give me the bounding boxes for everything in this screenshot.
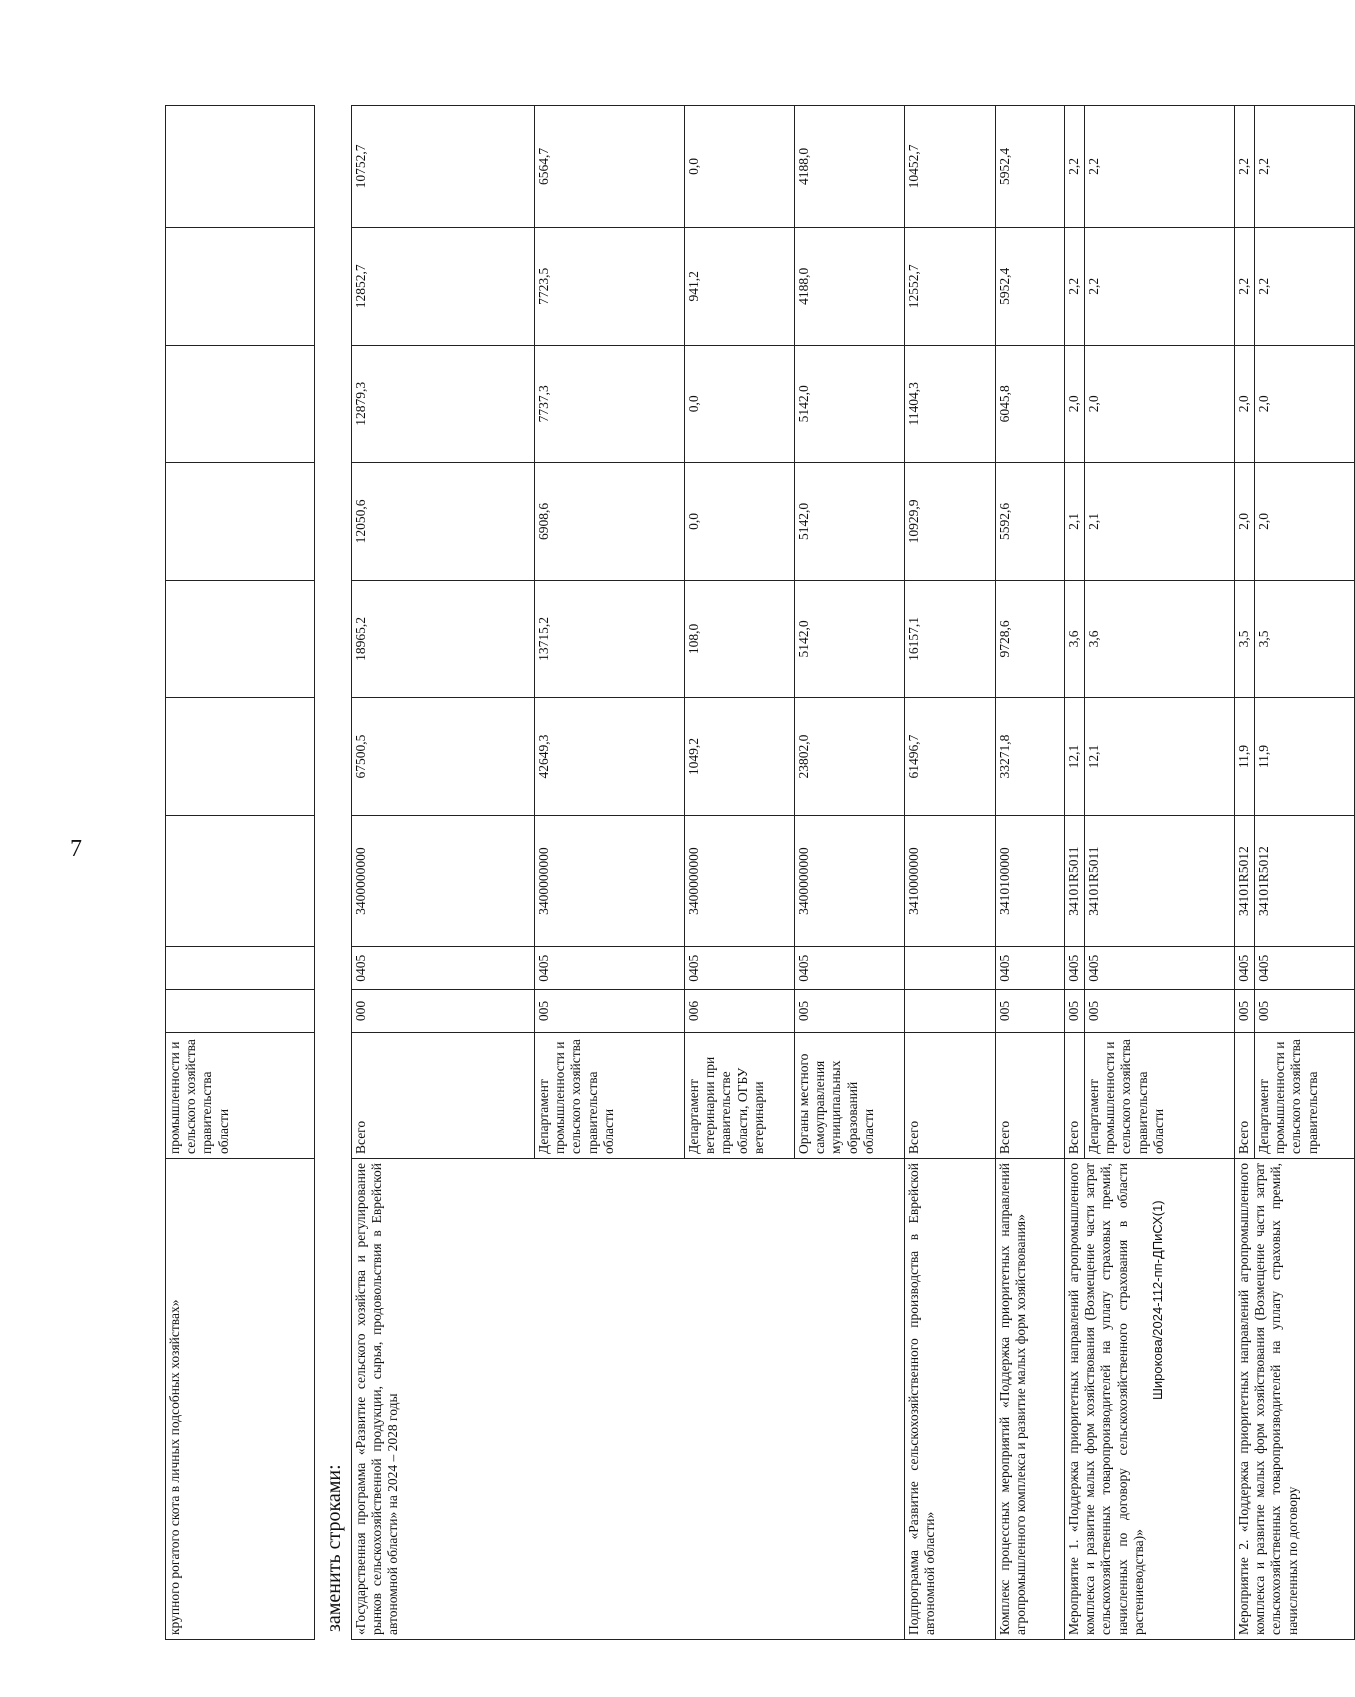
value-2025: 12050,6	[352, 463, 535, 581]
rz-cell: 0405	[352, 947, 535, 990]
value-2025: 10929,9	[905, 463, 996, 581]
empty-cell	[166, 990, 315, 1033]
rz-cell: 0405	[685, 947, 795, 990]
rz-cell: 0405	[795, 947, 905, 990]
table-row	[1235, 106, 1255, 1640]
row-name: Мероприятие 2. «Поддержка приоритетных направлений агропромышленного комплекса и развитие малых форм хозяйствования (Возмещение части затрат сельскохозяйственных товаропроизводителей на уплату страховых премий, начисленных по договору	[1235, 1158, 1355, 1639]
value-2026: 2,0	[1235, 345, 1255, 463]
value-2026: 2,0	[1085, 345, 1235, 463]
value-2027: 4188,0	[795, 227, 905, 345]
value-2024: 9728,6	[996, 580, 1065, 698]
value-2028: 10452,7	[905, 106, 996, 228]
value-2028: 2,2	[1085, 106, 1235, 228]
value-2028: 6564,7	[535, 106, 685, 228]
value-total: 1049,2	[685, 698, 795, 816]
csr-cell: 3410100000	[996, 815, 1065, 946]
grbs-cell: 005	[1255, 990, 1355, 1033]
value-2027: 2,2	[1065, 227, 1085, 345]
empty-cell	[166, 463, 315, 581]
row-executor: Органы местного самоуправления муниципальных образований области	[795, 1032, 905, 1158]
value-2025: 2,1	[1085, 463, 1235, 581]
main-table	[351, 105, 1355, 1640]
value-2024: 18965,2	[352, 580, 535, 698]
row-executor: Всего	[352, 1032, 535, 1158]
empty-cell	[166, 580, 315, 698]
row-name: Подпрограмма «Развитие сельскохозяйственного производства в Еврейской автономной области»	[905, 1158, 996, 1639]
table-row	[352, 106, 535, 1640]
value-2027: 7723,5	[535, 227, 685, 345]
value-2024: 3,5	[1235, 580, 1255, 698]
value-total: 61496,7	[905, 698, 996, 816]
rz-cell: 0405	[1065, 947, 1085, 990]
value-2025: 5592,6	[996, 463, 1065, 581]
grbs-cell: 006	[685, 990, 795, 1033]
value-total: 11,9	[1255, 698, 1355, 816]
value-2026: 5142,0	[795, 345, 905, 463]
empty-cell	[166, 947, 315, 990]
replace-label: заменить строками:	[323, 1464, 345, 1632]
value-2025: 6908,6	[535, 463, 685, 581]
empty-cell	[166, 815, 315, 946]
csr-cell: 34101R5012	[1255, 815, 1355, 946]
rz-cell: 0405	[1085, 947, 1235, 990]
table-row	[1065, 106, 1085, 1640]
value-2028: 2,2	[1255, 106, 1355, 228]
value-2025: 2,0	[1235, 463, 1255, 581]
rz-cell: 0405	[535, 947, 685, 990]
value-2024: 3,5	[1255, 580, 1355, 698]
value-2025: 0,0	[685, 463, 795, 581]
value-2025: 2,0	[1255, 463, 1355, 581]
csr-cell: 3400000000	[795, 815, 905, 946]
value-2027: 12552,7	[905, 227, 996, 345]
value-2027: 941,2	[685, 227, 795, 345]
value-2028: 2,2	[1235, 106, 1255, 228]
value-2026: 12879,3	[352, 345, 535, 463]
value-2028: 2,2	[1065, 106, 1085, 228]
csr-cell: 3400000000	[352, 815, 535, 946]
value-2024: 16157,1	[905, 580, 996, 698]
value-2025: 5142,0	[795, 463, 905, 581]
grbs-cell: 005	[795, 990, 905, 1033]
value-2025: 2,1	[1065, 463, 1085, 581]
row-name: Мероприятие 1. «Поддержка приоритетных направлений агропромышленного комплекса и развитие малых форм хозяйствования (Возмещение части затрат сельскохозяйственных товаропроизводителей на уплату страховых премий, начисленных по договору сельскохозяйственного страхования в области растениеводства)»	[1065, 1158, 1235, 1639]
value-2024: 3,6	[1065, 580, 1085, 698]
grbs-cell: 000	[352, 990, 535, 1033]
row-name: Комплекс процессных мероприятий «Поддержка приоритетных направлений агропромышленного комплекса и развитие малых форм хозяйствования»	[996, 1158, 1065, 1639]
empty-cell	[166, 106, 315, 228]
value-2027: 2,2	[1235, 227, 1255, 345]
value-total: 11,9	[1235, 698, 1255, 816]
row-executor: Всего	[1065, 1032, 1085, 1158]
value-2026: 2,0	[1065, 345, 1085, 463]
page-number: 7	[70, 836, 82, 862]
csr-cell: 3410000000	[905, 815, 996, 946]
empty-cell	[166, 698, 315, 816]
value-2024: 5142,0	[795, 580, 905, 698]
row-executor: Всего	[996, 1032, 1065, 1158]
csr-cell: 34101R5011	[1065, 815, 1085, 946]
rz-cell: 0405	[996, 947, 1065, 990]
empty-cell	[166, 345, 315, 463]
row-executor: Всего	[905, 1032, 996, 1158]
csr-cell: 34101R5012	[1235, 815, 1255, 946]
value-2028: 5952,4	[996, 106, 1065, 228]
row-executor: Всего	[1235, 1032, 1255, 1158]
row-executor: Департамент промышленности и сельского хозяйства правительства области	[535, 1032, 685, 1158]
value-total: 67500,5	[352, 698, 535, 816]
value-2027: 2,2	[1085, 227, 1235, 345]
value-2026: 11404,3	[905, 345, 996, 463]
value-2024: 3,6	[1085, 580, 1235, 698]
value-2026: 2,0	[1255, 345, 1355, 463]
value-2028: 4188,0	[795, 106, 905, 228]
value-total: 12,1	[1065, 698, 1085, 816]
value-2024: 13715,2	[535, 580, 685, 698]
rz-cell	[905, 947, 996, 990]
empty-cell	[166, 227, 315, 345]
top-row-executor: промышленности и сельского хозяйства правительства области	[166, 1032, 315, 1158]
row-executor: Департамент промышленности и сельского хозяйства правительства	[1255, 1032, 1355, 1158]
rz-cell: 0405	[1235, 947, 1255, 990]
grbs-cell: 005	[1235, 990, 1255, 1033]
grbs-cell: 005	[1085, 990, 1235, 1033]
value-2028: 10752,7	[352, 106, 535, 228]
value-total: 12,1	[1085, 698, 1235, 816]
value-2027: 12852,7	[352, 227, 535, 345]
grbs-cell: 005	[1065, 990, 1085, 1033]
table-row	[905, 106, 996, 1640]
table-row	[996, 106, 1065, 1640]
grbs-cell	[905, 990, 996, 1033]
value-2027: 2,2	[1255, 227, 1355, 345]
value-2027: 5952,4	[996, 227, 1065, 345]
value-2026: 7737,3	[535, 345, 685, 463]
row-name: «Государственная программа «Развитие сельского хозяйства и регулирование рынков сельскохозяйственной продукции, сырья, продовольствия в Еврейской автономной области» на 2024 – 2028 годы	[352, 1158, 905, 1639]
footer-code: Широкова/2024-112-пп-ДПиСХ(1)	[1150, 1200, 1165, 1400]
csr-cell: 3400000000	[535, 815, 685, 946]
value-total: 33271,8	[996, 698, 1065, 816]
top-row-name: крупного рогатого скота в личных подсобных хозяйствах»	[166, 1158, 315, 1639]
value-total: 23802,0	[795, 698, 905, 816]
value-total: 42649,3	[535, 698, 685, 816]
top-table-fragment	[165, 105, 315, 1640]
csr-cell: 3400000000	[685, 815, 795, 946]
row-executor: Департамент промышленности и сельского хозяйства правительства области	[1085, 1032, 1235, 1158]
value-2024: 108,0	[685, 580, 795, 698]
value-2028: 0,0	[685, 106, 795, 228]
value-2026: 0,0	[685, 345, 795, 463]
grbs-cell: 005	[996, 990, 1065, 1033]
value-2026: 6045,8	[996, 345, 1065, 463]
top-row	[166, 106, 315, 1640]
csr-cell: 34101R5011	[1085, 815, 1235, 946]
row-executor: Департамент ветеринарии при правительстве области, ОГБУ ветеринарии	[685, 1032, 795, 1158]
grbs-cell: 005	[535, 990, 685, 1033]
rz-cell: 0405	[1255, 947, 1355, 990]
